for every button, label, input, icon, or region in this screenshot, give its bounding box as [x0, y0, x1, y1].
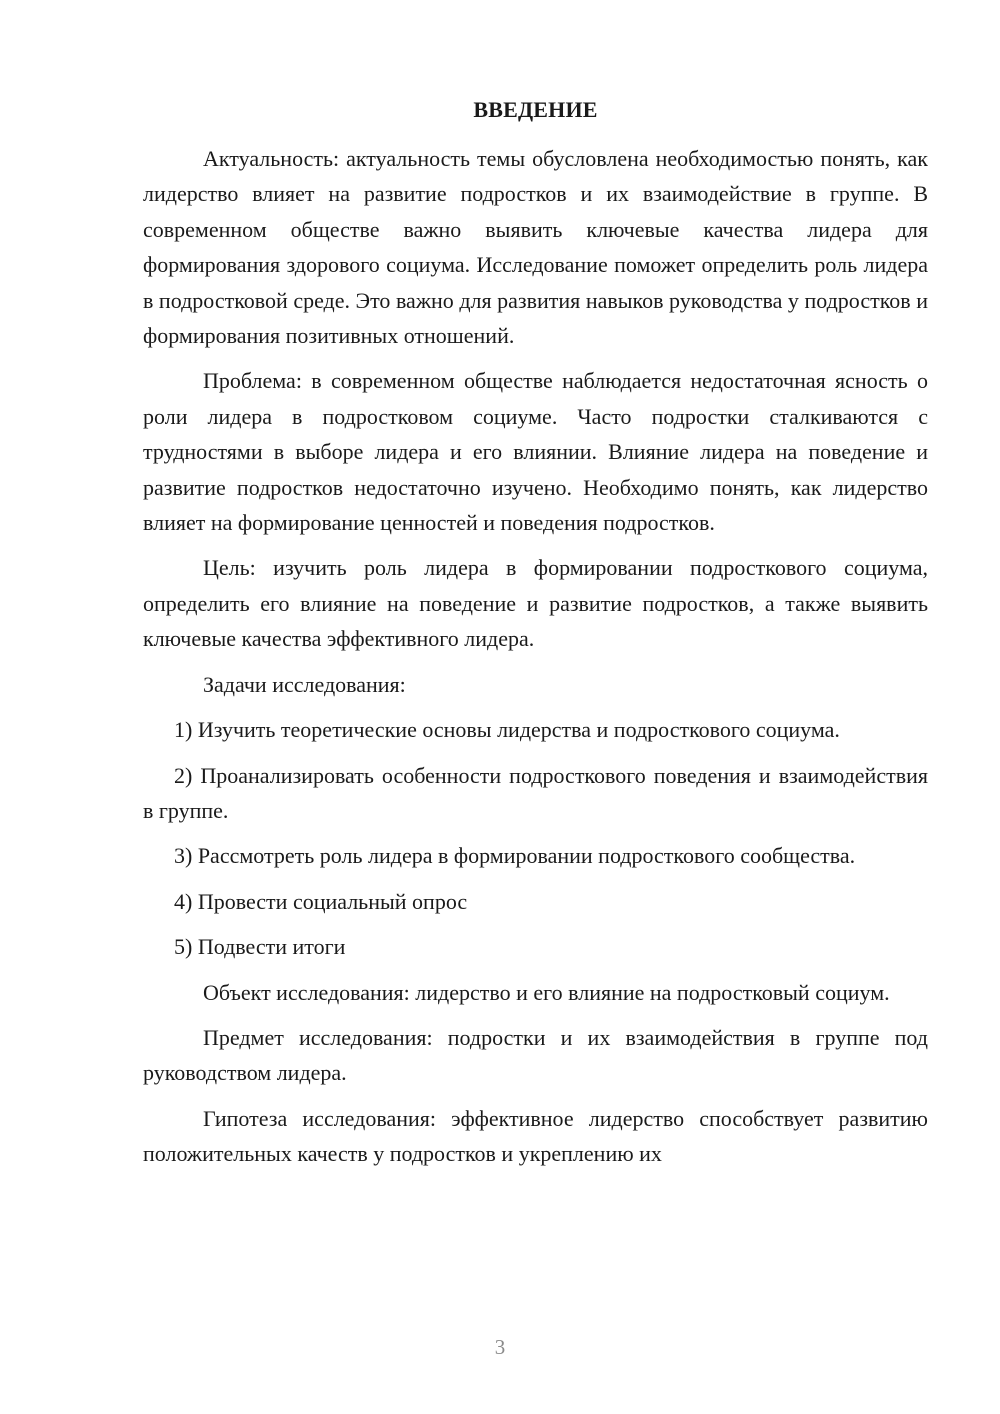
task-item-5: 5) Подвести итоги [174, 934, 346, 960]
paragraph-goal: Цель: изучить роль лидера в формировании подросткового социума, определить его влияние на поведение и развитие подростков, а также выявить ключевые качества эффективного лидера. [143, 555, 928, 652]
task-item-2: 2) Проанализировать особенности подросткового поведения и взаимодействия в группе. [143, 762, 928, 823]
paragraph-hypothesis: Гипотеза исследования: эффективное лидерство способствует развитию положительных качеств у подростков и укреплению их [143, 1105, 928, 1167]
page-number: 3 [494, 1335, 506, 1359]
paragraph-relevance: Актуальность: актуальность темы обусловлена необходимостью понять, как лидерство влияет на развитие подростков и их взаимодействие в группе. В современном обществе важно выявить ключевые качества лидера для формирования здорового социума. Исследование поможет определить роль лидера в подростковой среде. Это важно для развития навыков руководства у подростков и формирования позитивных отношений. [143, 146, 928, 349]
task-item-4: 4) Провести социальный опрос [174, 888, 468, 914]
task-item-3: 3) Рассмотреть роль лидера в формировании подросткового сообщества. [174, 843, 856, 869]
paragraph-object: Объект исследования: лидерство и его влияние на подростковый социум. [203, 979, 890, 1005]
paragraph-subject: Предмет исследования: подростки и их взаимодействия в группе под руководством лидера. [143, 1024, 928, 1086]
paragraph-problem: Проблема: в современном обществе наблюдается недостаточная ясность о роли лидера в подростковом социуме. Часто подростки сталкиваются с трудностями в выборе лидера и его влиянии. Влияние лидера на поведение и развитие подростков недостаточно изучено. Необходимо понять, как лидерство влияет на формирование ценностей и поведения подростков. [143, 368, 928, 536]
page-title: ВВЕДЕНИЕ [473, 97, 598, 122]
document-body [143, 141, 928, 1182]
paragraph-tasks-heading: Задачи исследования: [203, 671, 406, 697]
task-item-1: 1) Изучить теоретические основы лидерства и подросткового социума. [174, 717, 840, 743]
